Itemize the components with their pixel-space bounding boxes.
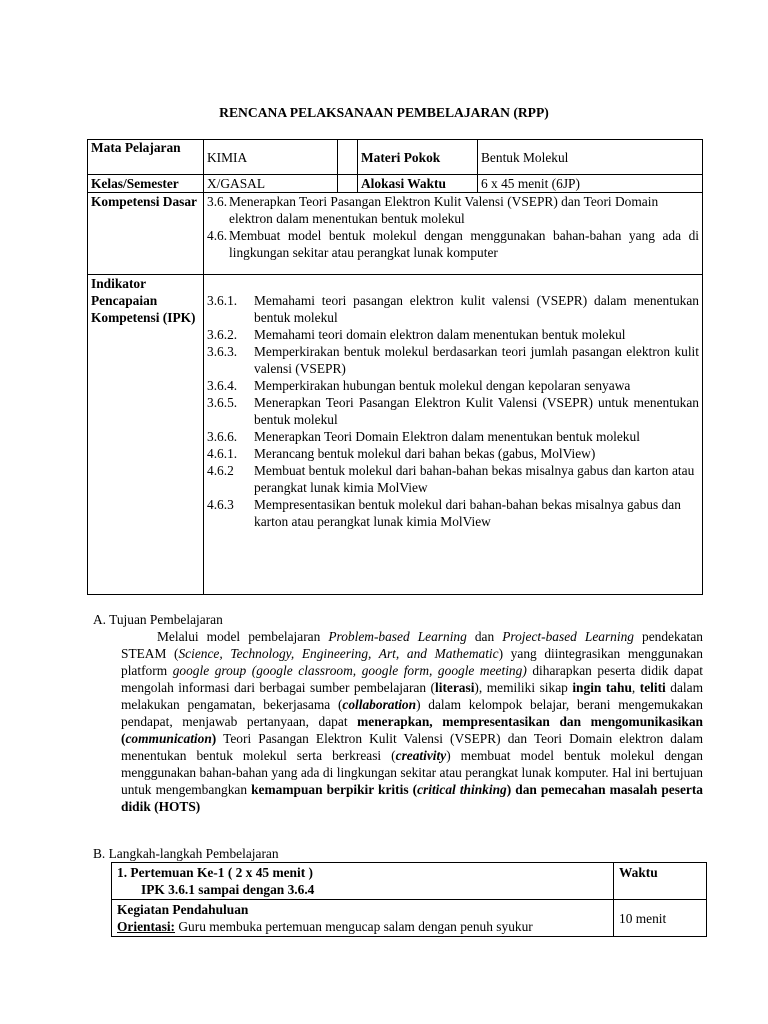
ipk-number: 3.6.2. [207,327,238,342]
section-b-heading: B. Langkah-langkah Pembelajaran [93,846,279,861]
kegiatan-label: Kegiatan Pendahuluan [117,902,249,917]
ipk-text: Membuat bentuk molekul dari bahan-bahan bekas misalnya gabus dan karton atau perangkat lunak kimia MolView [254,463,695,495]
ipk-item [207,462,699,496]
kelas-label: Kelas/Semester [88,175,204,193]
ipk-item [207,343,699,377]
ipk-text: Menerapkan Teori Domain Elektron dalam menentukan bentuk molekul [254,429,640,444]
ipk-item [207,326,699,343]
header-table [87,139,703,595]
ipk-number: 3.6.4. [207,378,238,393]
ipk-text: Mempresentasikan bentuk molekul dari bahan-bahan bekas misalnya gabus dan karton atau perangkat lunak kimia MolView [254,497,681,529]
mapel-value: KIMIA [204,140,338,175]
alokasi-label: Alokasi Waktu [358,175,478,193]
section-a-heading: A. Tujuan Pembelajaran [93,612,223,627]
kd-number: 4.6. [207,228,228,243]
ipk-item [207,428,699,445]
kd-item [207,227,699,261]
orientasi-text: Guru membuka pertemuan mengucap salam dengan penuh syukur [175,919,533,934]
kelas-value: X/GASAL [204,175,338,193]
meeting-ipk: IPK 3.6.1 sampai dengan 3.6.4 [141,882,315,897]
ipk-number: 4.6.3 [207,497,234,512]
ipk-number: 4.6.1. [207,446,238,461]
kd-number: 3.6. [207,194,228,209]
kd-text: Menerapkan Teori Pasangan Elektron Kulit Valensi (VSEPR) dan Teori Domain elektron dalam menentukan bentuk molekul [229,194,659,226]
orientasi-label: Orientasi: [117,919,176,934]
document-title: RENCANA PELAKSANAAN PEMBELAJARAN (RPP) [219,105,549,120]
ipk-text: Memahami teori pasangan elektron kulit valensi (VSEPR) dalam menentukan bentuk molekul [254,293,699,325]
ipk-number: 4.6.2 [207,463,234,478]
materi-label: Materi Pokok [358,140,478,175]
ipk-item [207,377,699,394]
kegiatan-cell [112,900,614,937]
steps-table [111,862,707,937]
materi-value: Bentuk Molekul [478,140,703,175]
kd-item [207,193,699,227]
ipk-label: Indikator Pencapaian Kompetensi (IPK) [88,275,204,595]
ipk-item [207,292,699,326]
ipk-item [207,394,699,428]
tujuan-paragraph: Melalui model pembelajaran Problem-based Learning dan Project-based Learning pendekatan STEAM (Science, Technology, Engineering, Art, and Mathematic) yang diintegrasikan menggunakan platform google group (google classroom, google form, google meeting) diharapkan peserta didik dapat mengolah informasi dari berbagai sumber pembelajaran (literasi), memiliki sikap ingin tahu, teliti dalam melakukan pengamatan, bekerjasama (collaboration) dalam kelompok belajar, berani mengemukakan pendapat, menjawab pertanyaan, dapat menerapkan, mempresentasikan dan mengomunikasikan (communication) Teori Pasangan Elektron Kulit Valensi (VSEPR) dan Teori Domain elektron dalam menentukan bentuk molekul serta berkreasi (creativity) membuat model bentuk molekul dengan menggunakan bahan-bahan yang ada di lingkungan sekitar atau perangkat lunak komputer. Hal ini bertujuan untuk mengembangkan kemampuan berpikir kritis (critical thinking) dan pemecahan masalah peserta didik (HOTS) [121,629,704,814]
kd-content [204,193,703,275]
ipk-text: Merancang bentuk molekul dari bahan bekas (gabus, MolView) [254,446,596,461]
waktu-value: 10 menit [614,900,707,937]
mapel-label: Mata Pelajaran [88,140,204,175]
ipk-item [207,496,699,530]
ipk-number: 3.6.1. [207,293,238,308]
ipk-text: Menerapkan Teori Pasangan Elektron Kulit Valensi (VSEPR) untuk menentukan bentuk molekul [254,395,699,427]
spacer-cell [338,175,358,193]
ipk-content [204,275,703,595]
ipk-item [207,445,699,462]
spacer-cell [338,140,358,175]
ipk-number: 3.6.3. [207,344,238,359]
kd-label: Kompetensi Dasar [88,193,204,275]
kd-text: Membuat model bentuk molekul dengan menggunakan bahan-bahan yang ada di lingkungan sekitar atau perangkat lunak komputer [229,228,699,260]
meeting-cell [112,863,614,900]
ipk-number: 3.6.5. [207,395,238,410]
meeting-title: 1. Pertemuan Ke-1 ( 2 x 45 menit ) [117,865,313,880]
ipk-text: Memperkirakan bentuk molekul berdasarkan teori jumlah pasangan elektron kulit valensi (VSEPR) [254,344,699,376]
ipk-number: 3.6.6. [207,429,238,444]
ipk-text: Memahami teori domain elektron dalam menentukan bentuk molekul [254,327,626,342]
ipk-text: Memperkirakan hubungan bentuk molekul dengan kepolaran senyawa [254,378,631,393]
alokasi-value: 6 x 45 menit (6JP) [478,175,703,193]
waktu-header: Waktu [614,863,707,900]
